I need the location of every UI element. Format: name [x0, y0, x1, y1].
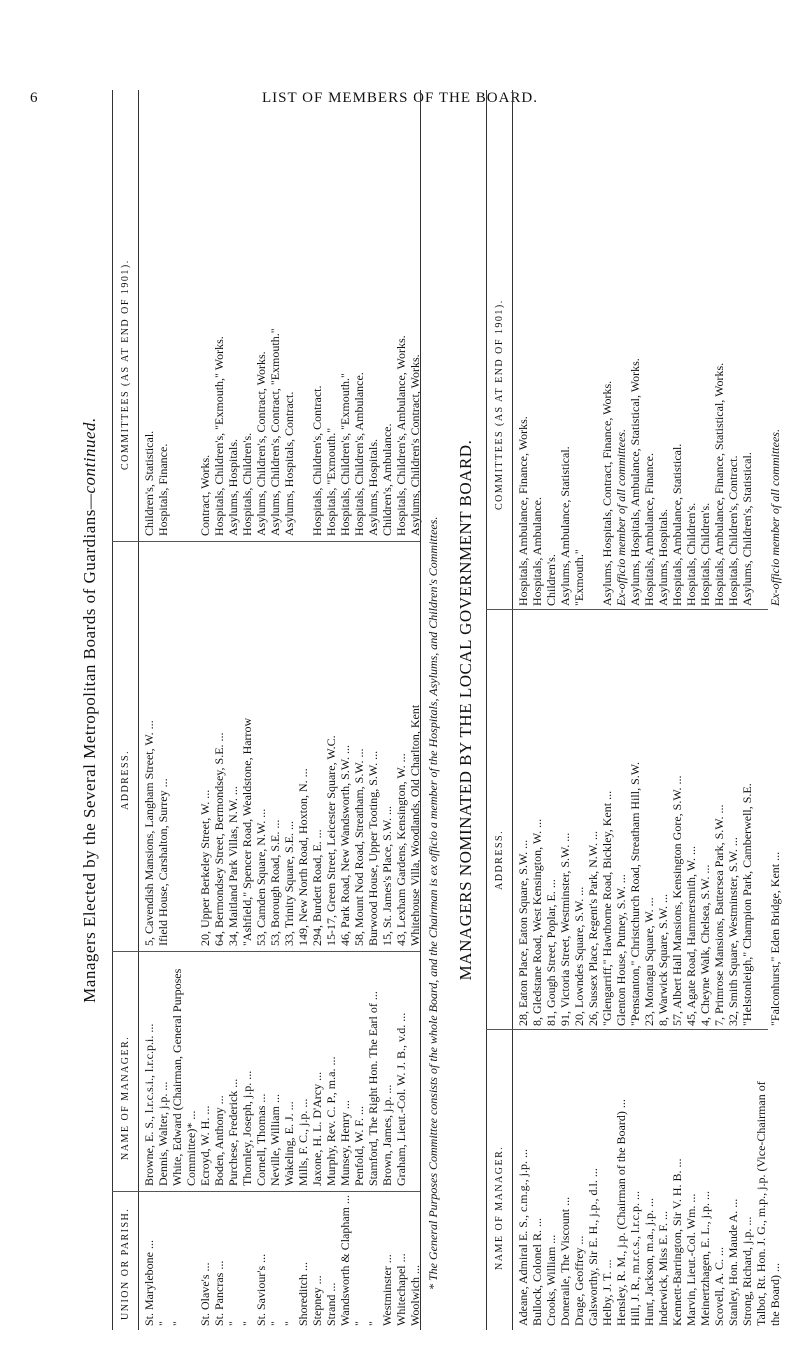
- manager-name-cell: Hill, J. R., m.r.c.s., l.r.c.p. ...: [628, 1191, 642, 1326]
- address-cell: "Ashfield," Spencer Road, Wealdstone, Harrow: [240, 717, 254, 946]
- address-cell: 23, Montagu Square, W. ...: [642, 897, 656, 1026]
- table-row: [516, 86, 530, 1326]
- manager-name-cell: Brown, James, j.p. ...: [380, 1084, 394, 1186]
- address-cell: 294, Burdett Road, E. ...: [310, 829, 324, 946]
- address-cell: "Penstanton," Christchurch Road, Streatham Hill, S.W.: [628, 762, 642, 1026]
- committees-cell: Asylums, Children's, Statistical.: [740, 452, 754, 606]
- table-row: [226, 86, 240, 1326]
- committees-cell: Hospitals, Ambulance, Finance.: [642, 453, 656, 606]
- section2-title: MANAGERS NOMINATED BY THE LOCAL GOVERNMENT BOARD.: [456, 439, 475, 981]
- committees-cell: Hospitals, Children's, "Exmouth," Works.: [212, 336, 226, 536]
- section1-header-address: ADDRESS.: [120, 749, 131, 810]
- address-cell: 46, Park Road, New Wandsworth, S.W. ...: [338, 744, 352, 946]
- committees-cell: Hospitals, Children's, Ambulance.: [352, 372, 366, 536]
- table-row: [296, 86, 310, 1326]
- manager-name-cell: the Board) ...: [768, 1263, 782, 1326]
- address-cell: [754, 606, 768, 1026]
- manager-name-cell: Jaxone, H. L. D'Arcy ...: [310, 1071, 324, 1186]
- address-cell: "Falconhurst," Eden Bridge, Kent ...: [768, 851, 782, 1026]
- section2-top-rule: [486, 90, 487, 1330]
- manager-name-cell: Wakeling, E. J. ...: [282, 1101, 296, 1186]
- committees-cell: Hospitals, Children's, "Exmouth.": [338, 373, 352, 536]
- table-row: [726, 86, 740, 1326]
- committees-cell: Children's, Statistical.: [142, 430, 156, 536]
- manager-name-cell: Galsworthy, Sir E. H., j.p., d.l. ...: [586, 1168, 600, 1326]
- committees-cell: "Exmouth.": [572, 549, 586, 606]
- address-cell: 91, Victoria Street, Westminster, S.W. ...: [558, 832, 572, 1026]
- manager-name-cell: Purchese, Frederick ...: [226, 1078, 240, 1186]
- address-cell: [170, 536, 184, 946]
- union-cell: ": [170, 1321, 184, 1326]
- table-row: [656, 86, 670, 1326]
- address-cell: 32, Smith Square, Westminster, S.W. ...: [726, 837, 740, 1026]
- address-cell: 43, Lexham Gardens, Kensington, W. ...: [394, 753, 408, 946]
- committees-cell: Ex-officio member of all committees.: [768, 429, 782, 606]
- union-cell: Stepney ...: [310, 1275, 324, 1326]
- table-row: [198, 86, 212, 1326]
- address-cell: 149, New North Road, Hoxton, N. ...: [296, 768, 310, 946]
- rotated-table-sheet: [72, 90, 782, 1330]
- table-row: [254, 86, 268, 1326]
- address-cell: 4, Cheyne Walk, Chelsea, S.W. ...: [698, 864, 712, 1026]
- manager-name-cell: White, Edward (Chairman, General Purposes: [170, 968, 184, 1186]
- committees-cell: Asylums, Children's, Contract, "Exmouth.": [268, 328, 282, 536]
- table-row: [352, 86, 366, 1326]
- table-row: [184, 86, 198, 1326]
- table-row: [240, 86, 254, 1326]
- committees-cell: Contract, Works.: [198, 454, 212, 536]
- section1-header-union: UNION OR PARISH.: [120, 1207, 131, 1320]
- address-cell: 15-17, Green Street, Leicester Square, W.C.: [324, 735, 338, 946]
- committees-cell: Hospitals, Children's, Ambulance, Works.: [394, 335, 408, 536]
- manager-name-cell: Stamford, The Right Hon. The Earl of ...: [366, 991, 380, 1186]
- section1-rows: [142, 86, 422, 1326]
- manager-name-cell: Inderwick, Miss E. F. ...: [656, 1210, 670, 1326]
- address-cell: 5, Cavendish Mansions, Langham Street, W. ...: [142, 720, 156, 946]
- committees-cell: Hospitals, Children's, Contract.: [726, 455, 740, 606]
- committees-cell: Asylums, Hospitals.: [226, 438, 240, 536]
- table-row: [170, 86, 184, 1326]
- manager-name-cell: Penfold, W. F. ...: [352, 1105, 366, 1186]
- address-cell: 34, Maitland Park Villas, N.W. ...: [226, 786, 240, 946]
- address-cell: 8, Gledstane Road, West Kensington, W. ...: [530, 818, 544, 1026]
- manager-name-cell: Marvin, Lieut.-Col. Wm. ...: [684, 1193, 698, 1326]
- table-row: [572, 86, 586, 1326]
- union-cell: ": [268, 1321, 282, 1326]
- address-cell: Burwood House, Upper Tooting, S.W. ...: [366, 750, 380, 946]
- manager-name-cell: Hensley, R. M., j.p. (Chairman of the Board) ...: [614, 1099, 628, 1326]
- table-row: [628, 86, 642, 1326]
- manager-name-cell: Meinertzhagen, E. L., j.p. ...: [698, 1191, 712, 1326]
- address-cell: 7, Primrose Mansions, Battersea Park, S.W. ...: [712, 804, 726, 1026]
- section1-title-text: Managers Elected by the Several Metropolitan Boards of Guardians: [80, 509, 99, 1003]
- table-row: [324, 86, 338, 1326]
- union-cell: ": [156, 1321, 170, 1326]
- committees-cell: Hospitals, "Exmouth.": [324, 427, 338, 536]
- committees-cell: [754, 86, 768, 606]
- union-cell: Shoreditch ...: [296, 1262, 310, 1326]
- page-number: 6: [30, 90, 38, 106]
- address-cell: 53, Camden Square, N.W. ...: [254, 808, 268, 946]
- committees-cell: Asylums, Hospitals.: [656, 508, 670, 606]
- committees-cell: Children's.: [544, 554, 558, 606]
- union-cell: Westminster ...: [380, 1254, 394, 1326]
- union-cell: [184, 1186, 198, 1326]
- table-row: [642, 86, 656, 1326]
- committees-cell: Asylums, Ambulance, Statistical.: [558, 446, 572, 606]
- union-cell: ": [240, 1321, 254, 1326]
- committees-cell: Hospitals, Ambulance, Finance, Works.: [516, 416, 530, 606]
- manager-name-cell: Adeane, Admiral E. S., c.m.g., j.p. ...: [516, 1149, 530, 1326]
- committees-cell: Ex-officio member of all committees.: [614, 429, 628, 606]
- table-row: [558, 86, 572, 1326]
- union-cell: Woolwich ...: [408, 1264, 422, 1326]
- manager-name-cell: Mills, F. C., j.p. ...: [296, 1098, 310, 1186]
- manager-name-cell: Browne, E. S., l.r.c.s.i., l.r.c.p.i. ...: [142, 1023, 156, 1186]
- address-cell: 53, Borough Road, S.E. ...: [268, 819, 282, 946]
- manager-name-cell: Strong, Richard, j.p. ...: [740, 1216, 754, 1326]
- address-cell: 20, Upper Berkeley Street, W. ...: [198, 789, 212, 946]
- section2-rows: [516, 86, 782, 1326]
- union-cell: St. Pancras ...: [212, 1260, 226, 1326]
- manager-name-cell: Munsey, Henry ...: [338, 1100, 352, 1186]
- union-cell: ": [226, 1321, 240, 1326]
- address-cell: 26, Sussex Place, Regent's Park, N.W. ...: [586, 830, 600, 1026]
- manager-name-cell: Scovell, A. C. ...: [712, 1246, 726, 1326]
- table-row: [268, 86, 282, 1326]
- committees-cell: [184, 86, 198, 536]
- manager-name-cell: Kennett-Barrington, Sir V. H. B. ...: [670, 1158, 684, 1326]
- address-cell: Whitehouse Villa, Woodlands, Old Charlton, Kent: [408, 704, 422, 946]
- committees-cell: Hospitals, Finance.: [156, 443, 170, 536]
- table-row: [684, 86, 698, 1326]
- section1-header-rule: [138, 90, 139, 1330]
- address-cell: 33, Trinity Square, S.E. ...: [282, 820, 296, 946]
- manager-name-cell: Cornell, Thomas ...: [254, 1093, 268, 1186]
- union-cell: St. Saviour's ...: [254, 1253, 268, 1326]
- committees-cell: [170, 86, 184, 536]
- table-row: [544, 86, 558, 1326]
- manager-name-cell: Graham, Lieut.-Col. W. J. B., v.d. ...: [394, 1012, 408, 1186]
- section1-header-name: NAME OF MANAGER.: [120, 1035, 131, 1160]
- committees-cell: Hospitals, Children's.: [684, 502, 698, 606]
- section1-title-suffix: —continued.: [80, 417, 99, 510]
- table-row: [338, 86, 352, 1326]
- address-cell: 64, Bermondsey Street, Bermondsey, S.E. ...: [212, 732, 226, 946]
- manager-name-cell: Committee)* ...: [184, 1110, 198, 1186]
- table-row: [586, 86, 600, 1326]
- manager-name-cell: Dennis, Walter, j.p. ...: [156, 1081, 170, 1186]
- section1-bottom-rule: [420, 90, 421, 1330]
- section2-header-name: NAME OF MANAGER.: [494, 1145, 505, 1270]
- address-cell: Glenton House, Putney, S.W. ...: [614, 874, 628, 1026]
- manager-name-cell: Doneraile, The Viscount ...: [558, 1196, 572, 1326]
- table-row: [212, 86, 226, 1326]
- address-cell: Ifield House, Carshalton, Surrey ...: [156, 778, 170, 946]
- table-row: [698, 86, 712, 1326]
- address-cell: 81, Gough Street, Poplar, E. ...: [544, 879, 558, 1026]
- address-cell: 58, Mount Nod Road, Streatham, S.W. ...: [352, 748, 366, 946]
- manager-name-cell: Ecroyd, W. H. ...: [198, 1105, 212, 1186]
- table-row: [712, 86, 726, 1326]
- manager-name-cell: Crooks, William ...: [544, 1234, 558, 1326]
- table-row: [394, 86, 408, 1326]
- manager-name-cell: Hunt, Jackson, m.a., j.p. ...: [642, 1198, 656, 1326]
- table-row: [670, 86, 684, 1326]
- manager-name-cell: Stanley, Hon. Maude A. ...: [726, 1198, 740, 1326]
- committees-cell: Asylums, Hospitals, Contract, Finance, Works.: [600, 380, 614, 606]
- committees-cell: Hospitals, Children's.: [240, 432, 254, 536]
- manager-name-cell: Murphy, Rev. C. P., m.a. ...: [324, 1056, 338, 1186]
- committees-cell: [586, 86, 600, 606]
- committees-cell: Asylums, Hospitals.: [366, 438, 380, 536]
- union-cell: ": [282, 1321, 296, 1326]
- union-cell: ": [366, 1321, 380, 1326]
- manager-name-cell: Talbot, Rt. Hon. J. G., m.p., j.p. (Vice-Chairman of: [754, 1081, 768, 1326]
- committees-cell: Asylums, Children's Contract, Works.: [408, 354, 422, 536]
- union-cell: ": [352, 1321, 366, 1326]
- union-cell: St. Olave's ...: [198, 1262, 212, 1326]
- address-cell: 20, Lowndes Square, S.W. ...: [572, 886, 586, 1026]
- address-cell: 57, Albert Hall Mansions, Kensington Gore, S.W. ...: [670, 775, 684, 1026]
- section2-header-rule: [512, 90, 513, 1330]
- union-cell: Wandsworth & Clapham ...: [338, 1194, 352, 1326]
- section2-header-committees: COMMITTEES (AS AT END OF 1901).: [494, 299, 505, 510]
- union-cell: St. Marylebone ...: [142, 1240, 156, 1326]
- address-cell: 45, Agate Road, Hammersmith, W. ...: [684, 846, 698, 1026]
- table-row: [380, 86, 394, 1326]
- committees-cell: Hospitals, Ambulance, Statistical.: [670, 443, 684, 606]
- union-cell: Strand ...: [324, 1282, 338, 1326]
- address-cell: 8, Warwick Square, S.W. ...: [656, 893, 670, 1026]
- manager-name-cell: Drage, Geoffrey ...: [572, 1235, 586, 1326]
- address-cell: "Glengarriff," Hawthorne Road, Bickley, Kent ...: [600, 790, 614, 1026]
- address-cell: "Helstonleigh," Champion Park, Camberwell, S.E.: [740, 783, 754, 1026]
- manager-name-cell: Neville, William ...: [268, 1094, 282, 1186]
- table-row: [768, 86, 782, 1326]
- committees-cell: Hospitals, Ambulance.: [530, 497, 544, 606]
- table-row: [740, 86, 754, 1326]
- committees-cell: Hospitals, Ambulance, Finance, Statistical, Works.: [712, 362, 726, 606]
- section1-top-rule: [112, 90, 113, 1330]
- manager-name-cell: Thornley, Joseph, j.p. ...: [240, 1070, 254, 1186]
- address-cell: 15, St. James's Place, S.W. ...: [380, 805, 394, 946]
- committees-cell: Asylums, Children's, Contract, Works.: [254, 351, 268, 536]
- table-row: [366, 86, 380, 1326]
- address-cell: [184, 536, 198, 946]
- table-row: [310, 86, 324, 1326]
- table-row: [600, 86, 614, 1326]
- section1-footnote: * The General Purposes Committee consists of the whole Board, and the Chairman is ex officio a member of the Hospitals, Asylums, and Children's Committees.: [426, 516, 440, 1290]
- committees-cell: Asylums, Hospitals, Ambulance, Statistical, Works.: [628, 358, 642, 606]
- union-cell: Whitechapel ...: [394, 1253, 408, 1326]
- section1-header-committees: COMMITTEES (AS AT END OF 1901).: [120, 259, 131, 470]
- table-row: [282, 86, 296, 1326]
- section2-header-address: ADDRESS.: [494, 829, 505, 890]
- address-cell: 28, Eaton Place, Eaton Square, S.W. ...: [516, 839, 530, 1026]
- table-row: [530, 86, 544, 1326]
- committees-cell: [296, 86, 310, 536]
- committees-cell: Asylums, Hospitals, Contract.: [282, 391, 296, 536]
- committees-cell: Hospitals, Children's, Contract.: [310, 385, 324, 536]
- table-row: [156, 86, 170, 1326]
- table-row: [614, 86, 628, 1326]
- committees-cell: Hospitals, Children's.: [698, 502, 712, 606]
- section1-title: [80, 90, 100, 1330]
- page-header: [0, 0, 800, 52]
- committees-cell: Children's, Ambulance.: [380, 423, 394, 536]
- table-row: [142, 86, 156, 1326]
- manager-name-cell: Helby, J. T. ...: [600, 1259, 614, 1326]
- running-title: LIST OF MEMBERS OF THE BOARD.: [262, 90, 538, 106]
- manager-name-cell: Boden, Anthony ...: [212, 1095, 226, 1186]
- manager-name-cell: Bullock, Colonel R. ...: [530, 1218, 544, 1326]
- table-row: [754, 86, 768, 1326]
